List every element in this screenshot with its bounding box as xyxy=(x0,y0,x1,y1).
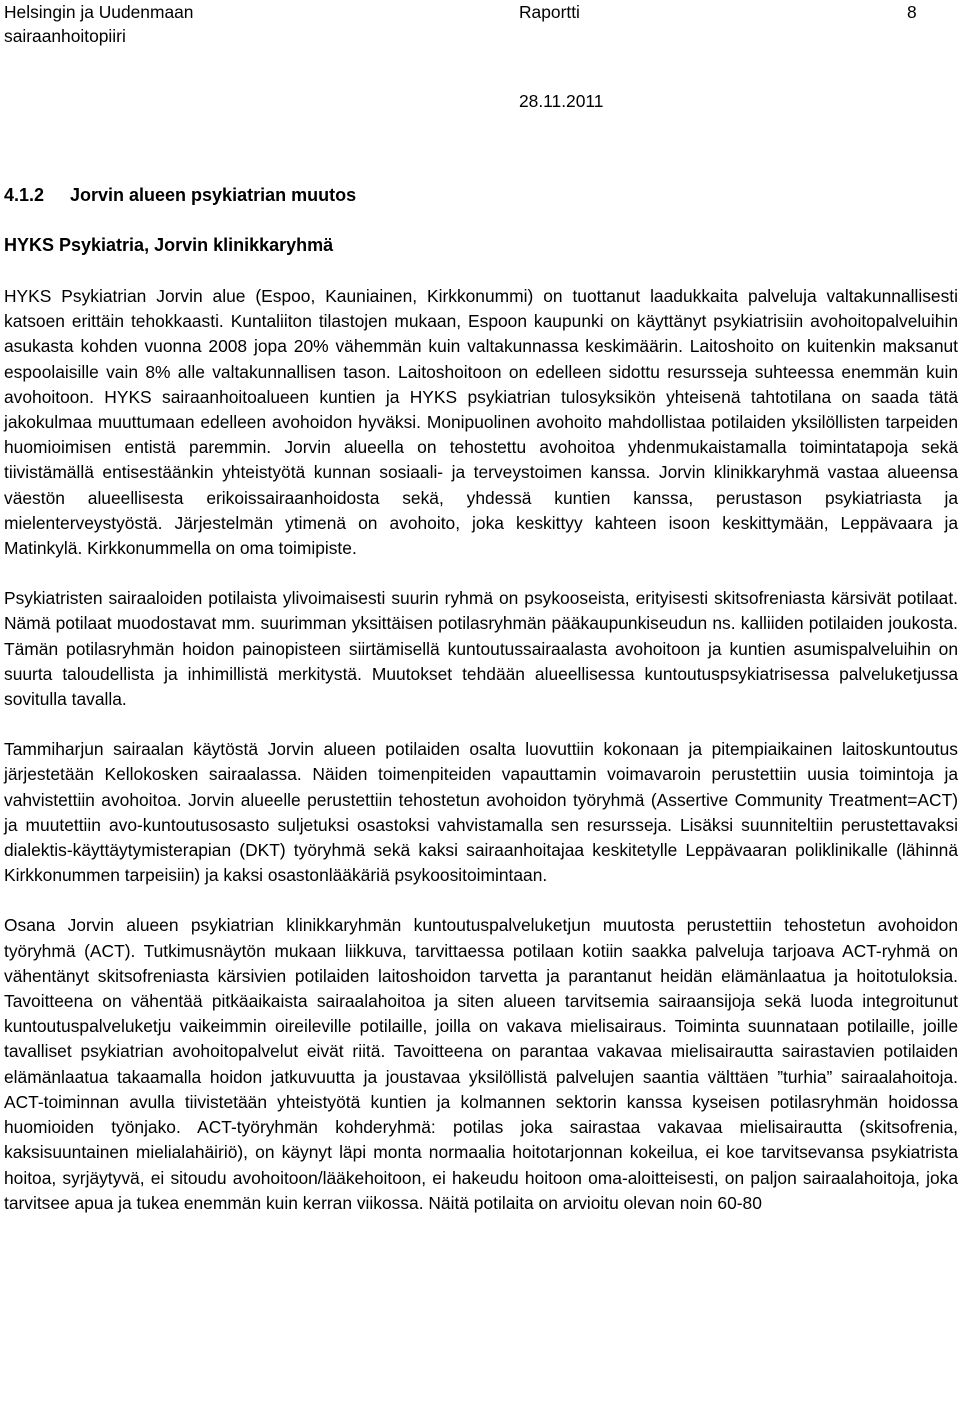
paragraph: Tammiharjun sairaalan käytöstä Jorvin alueen potilaiden osalta luovuttiin kokonaan ja pitempiaikainen laitoskuntoutus järjestetään Kellokosken sairaalassa. Näiden toimenpiteiden vapauttamin voimavaroin perustettiin uusia toimintoja ja vahvistettiin avohoitoa. Jorvin alueelle perustettiin tehostetun avohoidon työryhmä (Assertive Community Treatment=ACT) ja muutettiin avo-kuntoutusosasto suljetuksi osastoksi vahvistamalla sen resursseja. Lisäksi suunniteltiin perustettavaksi dialektis-käyttäytymisterapian (DKT) työryhmä sekä kaksi sairaanhoitajaa keskitetylle Leppävaaran poliklinikalle (lähinnä Kirkkonummen tarpeisiin) ja kaksi osastonlääkäriä psykoositoimintaan. xyxy=(4,739,958,886)
section-title: Jorvin alueen psykiatrian muutos xyxy=(70,185,357,205)
header-page-number: 8 xyxy=(907,2,917,22)
header-date: 28.11.2011 xyxy=(519,91,604,111)
paragraph: Osana Jorvin alueen psykiatrian klinikkaryhmän kuntoutuspalveluketjun muutosta perustettiin tehostetun avohoidon työryhmä (ACT). Tutkimusnäytön mukaan liikkuva, tarvittaessa potilaan kotiin saakka palveluja tarjoava ACT-ryhmä on vähentänyt skitsofreniasta kärsivien potilaiden laitoshoidon tarvetta ja parantanut heidän elämänlaatua ja hoitotuloksia. Tavoitteena on vähentää pitkäaikaista sairaalahoitoa ja siten alueen tarvitsemia sairaansijoja sekä luoda integroitunut kuntoutuspalveluketju vaikeimmin oireileville potilaille, joilla on vakava mielisairaus. Toiminta suunnataan potilaille, joille tavalliset psykiatrian avohoitopalvelut eivät riitä. Tavoitteena on parantaa vakavaa mielisairautta sairastavien potilaiden elämänlaatua takaamalla hoidon jatkuvuutta ja joustavaa yksilöllistä palvelujen saantia välttäen ”turhia” sairaalahoitoja. ACT-toiminnan avulla tiivistetään yhteistyötä kuntien ja kolmannen sektorin kanssa kyseisen potilasryhmän hoidossa huomioiden työnjako. ACT-työryhmän kohderyhmä: potilas joka sairastaa vakavaa mielisairautta (skitsofrenia, kaksisuuntainen mielialahäiriö), on käynyt läpi monta normaalia hoitotarjonnan kokeilua, ei koe tarvitsevansa psykiatrista hoitoa, syrjäytyvä, ei sitoudu avohoitoon/lääkehoitoon, ei hakeudu hoitoon oma-aloitteisesti, on paljon sairaalahoitoja, joka tarvitsee apua ja tukea enemmän kuin kerran viikossa. Näitä potilaita on arvioitu olevan noin 60-80 xyxy=(4,915,958,1213)
header-document-type: Raportti xyxy=(519,2,580,22)
paragraph: HYKS Psykiatrian Jorvin alue (Espoo, Kauniainen, Kirkkonummi) on tuottanut laadukkaita palveluja valtakunnallisesti katsoen erittäin tehokkaasti. Kuntaliiton tilastojen mukaan, Espoon kaupunki on käyttänyt psykiatrisiin avohoitopalveluihin asukasta kohden vuonna 2008 jopa 20% vähemmän kuin valtakunnassa keskimäärin. Laitoshoito on kuitenkin maksanut espoolaisille vain 8% alle valtakunnallisen tason. Laitoshoitoon on edelleen sidottu resursseja suhteessa enemmän kuin avohoitoon. HYKS sairaanhoitoalueen kuntien ja HYKS psykiatrian tulosyksikön yhteisenä tahtotilana on saada tätä jakokulmaa muuttumaan edelleen avohoidon hyväksi. Monipuolinen avohoito mahdollistaa potilaiden yksilöllisten tarpeiden huomioimisen entistä paremmin. Jorvin alueella on tehostettu avohoitoa yhdenmukaistamalla toimintatapoja sekä tiivistämällä entisestäänkin yhteistyötä kunnan sosiaali- ja terveystoimen kanssa. Jorvin klinikkaryhmä vastaa alueensa väestön alueellisesta erikoissairaanhoidosta sekä, yhdessä kuntien kanssa, perustason psykiatriasta ja mielenterveystyöstä. Järjestelmän ytimenä on avohoito, joka keskittyy kahteen isoon keskittymään, Leppävaara ja Matinkylä. Kirkkonummella on oma toimipiste. xyxy=(4,286,958,559)
section-heading xyxy=(4,182,356,208)
paragraph: Psykiatristen sairaaloiden potilaista ylivoimaisesti suurin ryhmä on psykooseista, erityisesti skitsofreniasta kärsivät potilaat. Nämä potilaat muodostavat mm. suurimman yksittäisen potilasryhmän pääkaupunkiseudun ns. kalliiden potilaiden joukosta. Tämän potilasryhmän hoidon painopisteen siirtämisellä kuntoutussairaalasta avohoitoon ja kuntien asumispalveluihin on suurta taloudellista ja inhimillistä merkitystä. Muutokset tehdään alueellisessa kuntoutuspsykiatrisessa palveluketjussa sovitulla tavalla. xyxy=(4,588,958,710)
header-organization: Helsingin ja Uudenmaan sairaanhoitopiiri xyxy=(4,2,194,46)
page-header xyxy=(0,0,960,110)
subheading: HYKS Psykiatria, Jorvin klinikkaryhmä xyxy=(4,235,334,255)
body-text xyxy=(4,284,958,1241)
section-number: 4.1.2 xyxy=(4,185,45,205)
